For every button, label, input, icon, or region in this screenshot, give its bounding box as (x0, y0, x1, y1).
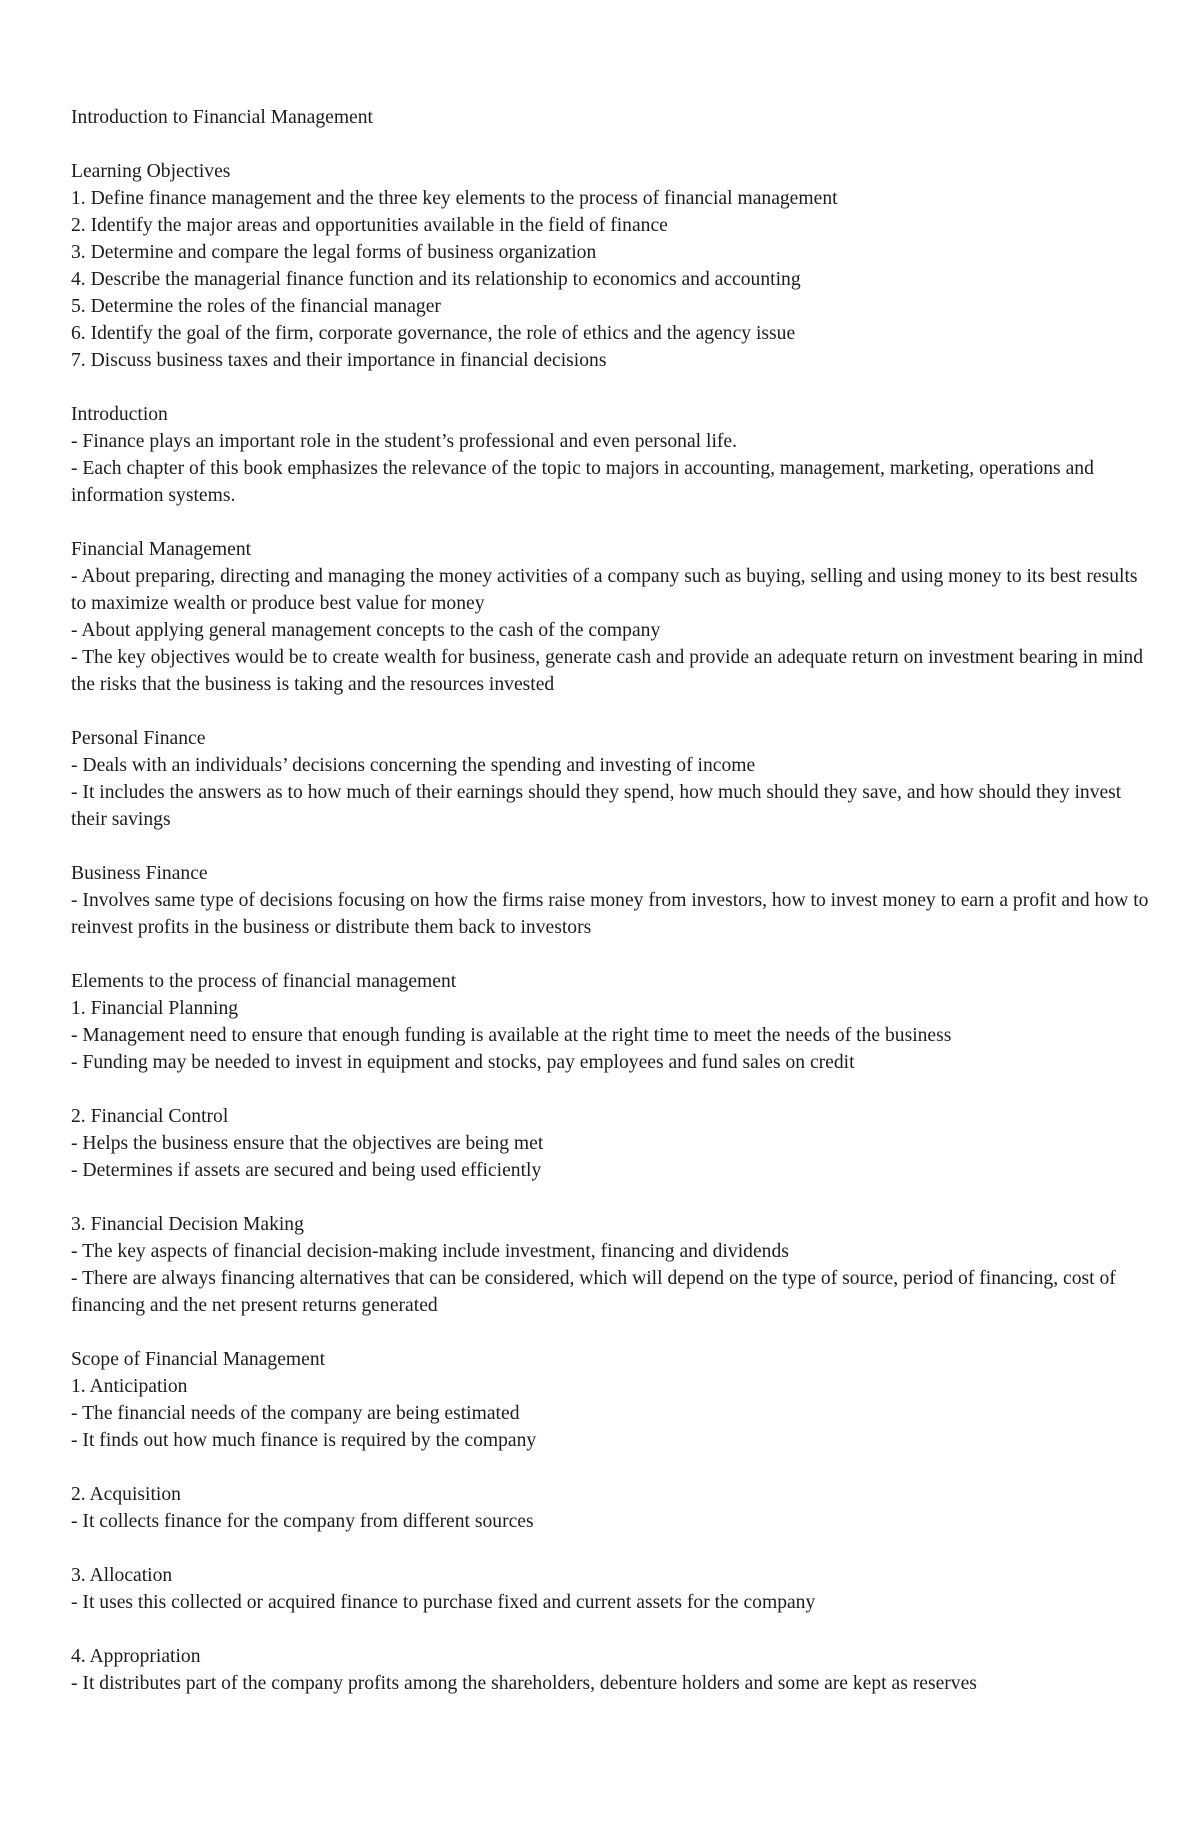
subsection-heading: 3. Allocation (71, 1565, 173, 1586)
bullet-line: - It collects finance for the company from different sources (71, 1511, 534, 1532)
bullet-line: - About applying general management concepts to the cash of the company (71, 620, 661, 641)
document-title: Introduction to Financial Management (71, 107, 373, 128)
section-heading: Introduction (71, 404, 168, 425)
section-heading: Scope of Financial Management (71, 1349, 326, 1370)
bullet-line: - It includes the answers as to how much of their earnings should they spend, how much should they save, and how should they invest their savings (71, 782, 1122, 830)
subsection-heading: 2. Acquisition (71, 1484, 181, 1505)
section-heading: Elements to the process of financial management (71, 971, 457, 992)
spacer (71, 1616, 1151, 1643)
document-page (71, 104, 1151, 1697)
bullet-line: - There are always financing alternatives that can be considered, which will depend on the type of source, period of financing, cost of financing and the net present returns generated (71, 1268, 1116, 1316)
spacer (71, 941, 1151, 968)
bullet-line: - Each chapter of this book emphasizes the relevance of the topic to majors in accounting, management, marketing, operations and information systems. (71, 458, 1094, 506)
bullet-line: - The financial needs of the company are being estimated (71, 1403, 520, 1424)
objective-item: 6. Identify the goal of the firm, corporate governance, the role of ethics and the agency issue (71, 323, 796, 344)
subsection-heading: 1. Anticipation (71, 1376, 188, 1397)
bullet-line: - Management need to ensure that enough funding is available at the right time to meet the needs of the business (71, 1025, 952, 1046)
section-heading: Business Finance (71, 863, 208, 884)
bullet-line: - The key aspects of financial decision-making include investment, financing and dividends (71, 1241, 789, 1262)
section-heading: Learning Objectives (71, 161, 231, 182)
spacer (71, 1076, 1151, 1103)
objective-item: 5. Determine the roles of the financial manager (71, 296, 441, 317)
section-heading: Personal Finance (71, 728, 206, 749)
objective-item: 2. Identify the major areas and opportunities available in the field of finance (71, 215, 668, 236)
spacer (71, 833, 1151, 860)
bullet-line: - It finds out how much finance is required by the company (71, 1430, 537, 1451)
section-heading: Financial Management (71, 539, 252, 560)
subsection-heading: 3. Financial Decision Making (71, 1214, 304, 1235)
spacer (71, 1319, 1151, 1346)
objective-item: 3. Determine and compare the legal forms of business organization (71, 242, 597, 263)
bullet-line: - It distributes part of the company profits among the shareholders, debenture holders and some are kept as reserves (71, 1673, 977, 1694)
spacer (71, 1535, 1151, 1562)
spacer (71, 698, 1151, 725)
bullet-line: - It uses this collected or acquired finance to purchase fixed and current assets for the company (71, 1592, 816, 1613)
spacer (71, 374, 1151, 401)
subsection-heading: 1. Financial Planning (71, 998, 239, 1019)
bullet-line: - Deals with an individuals’ decisions concerning the spending and investing of income (71, 755, 756, 776)
spacer (71, 131, 1151, 158)
bullet-line: - Finance plays an important role in the student’s professional and even personal life. (71, 431, 738, 452)
bullet-line: - Involves same type of decisions focusing on how the firms raise money from investors, how to invest money to earn a profit and how to reinvest profits in the business or distribute them back to investors (71, 890, 1149, 938)
objective-item: 1. Define finance management and the three key elements to the process of financial management (71, 188, 838, 209)
bullet-line: - Helps the business ensure that the objectives are being met (71, 1133, 544, 1154)
spacer (71, 1184, 1151, 1211)
objective-item: 7. Discuss business taxes and their importance in financial decisions (71, 350, 607, 371)
subsection-heading: 2. Financial Control (71, 1106, 229, 1127)
spacer (71, 1454, 1151, 1481)
bullet-line: - Determines if assets are secured and being used efficiently (71, 1160, 542, 1181)
subsection-heading: 4. Appropriation (71, 1646, 201, 1667)
spacer (71, 509, 1151, 536)
bullet-line: - The key objectives would be to create wealth for business, generate cash and provide an adequate return on investment bearing in mind the risks that the business is taking and the resources invested (71, 647, 1144, 695)
objective-item: 4. Describe the managerial finance function and its relationship to economics and accounting (71, 269, 801, 290)
bullet-line: - Funding may be needed to invest in equipment and stocks, pay employees and fund sales on credit (71, 1052, 855, 1073)
bullet-line: - About preparing, directing and managing the money activities of a company such as buying, selling and using money to its best results to maximize wealth or produce best value for money (71, 566, 1138, 614)
